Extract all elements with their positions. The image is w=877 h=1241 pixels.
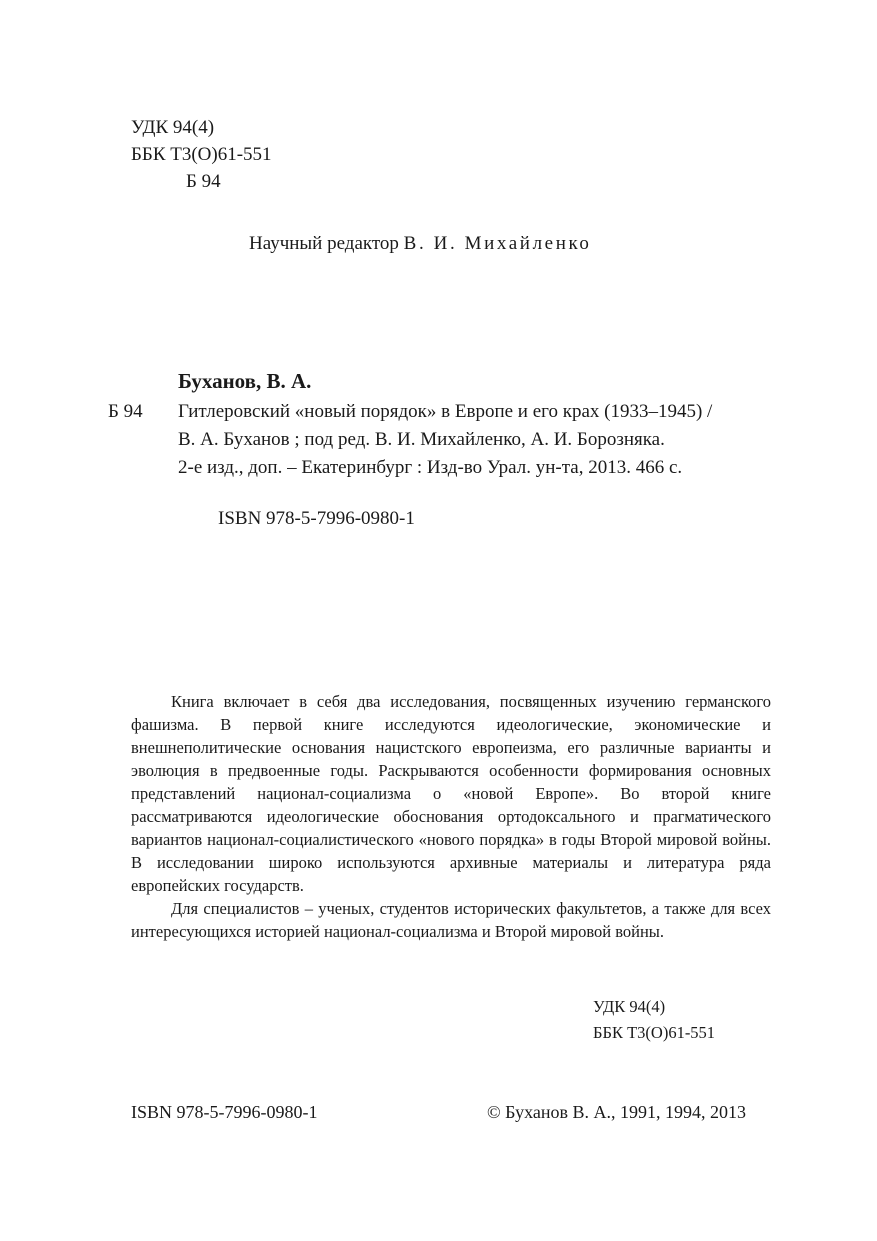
- entry-isbn: ISBN 978-5-7996-0980-1: [218, 508, 415, 529]
- bbk-bottom: ББК Т3(О)61-551: [593, 1023, 716, 1042]
- bbk-top: ББК Т3(О)61-551: [131, 144, 272, 165]
- entry-line-1: Гитлеровский «новый порядок» в Европе и его крах (1933–1945) /: [178, 401, 713, 422]
- author-heading: Буханов, В. А.: [178, 369, 312, 393]
- annotation-paragraph-2: Для специалистов – ученых, студентов исторических факультетов, а также для всех интересующихся историей национал-социализма и Второй мировой войны.: [131, 899, 771, 941]
- author-mark-top: Б 94: [186, 171, 221, 192]
- udk-top: УДК 94(4): [131, 117, 215, 138]
- editor-line: [249, 233, 591, 255]
- footer-isbn: ISBN 978-5-7996-0980-1: [131, 1102, 318, 1122]
- annotation: [131, 690, 771, 943]
- copyright-notice: © Буханов В. А., 1991, 1994, 2013: [487, 1102, 746, 1122]
- entry-line-2: В. А. Буханов ; под ред. В. И. Михайленко, А. И. Борозняка.: [178, 429, 665, 450]
- udk-bottom: УДК 94(4): [593, 997, 666, 1016]
- annotation-paragraph-1: Книга включает в себя два исследования, посвященных изучению германского фашизма. В первой книге исследуются идеологические, экономические и внешнеполитические основания нацистского европеизма, его различные варианты и эволюция в предвоенные годы. Раскрываются особенности формирования основных представлений национал-социализма о «новой Европе». Во второй книге рассматриваются идеологические обоснования ортодоксального и прагматического вариантов национал-социалистического «нового порядка» в годы Второй мировой войны. В исследовании широко используются архивные материалы и литература ряда европейских государств.: [131, 692, 771, 895]
- entry-mark: Б 94: [108, 401, 143, 422]
- entry-line-3: 2-е изд., доп. – Екатеринбург : Изд-во Урал. ун-та, 2013. 466 с.: [178, 457, 683, 478]
- editor-name: В. И. Михайленко: [403, 233, 592, 254]
- editor-label: Научный редактор: [249, 233, 399, 254]
